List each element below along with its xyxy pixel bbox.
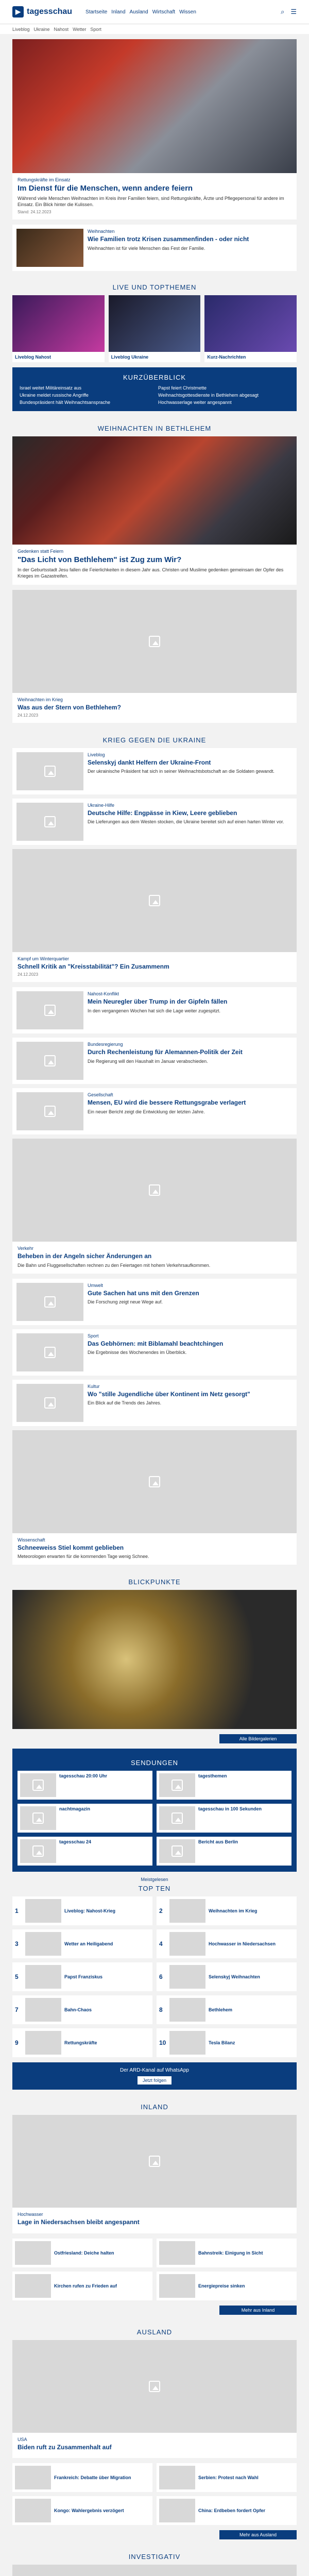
image-placeholder — [16, 229, 83, 267]
bethlehem-teaser[interactable] — [12, 436, 297, 584]
ressort-lead[interactable] — [12, 2115, 297, 2233]
top-item[interactable] — [157, 1962, 297, 1991]
image-placeholder — [25, 1899, 61, 1923]
kicker: Verkehr — [18, 1246, 34, 1251]
image-icon — [32, 1812, 44, 1824]
image-placeholder — [12, 1430, 297, 1533]
image-icon — [32, 1780, 44, 1791]
kicker: Bundesregierung — [88, 1042, 123, 1047]
section-title: TOP TEN — [138, 1885, 171, 1893]
image-icon — [44, 1005, 56, 1016]
headline[interactable]: Biden ruft zu Zusammenhalt auf — [18, 2443, 112, 2451]
ukraine-item[interactable] — [12, 748, 297, 794]
image-placeholder — [25, 1932, 61, 1956]
live-label: Liveblog Ukraine — [111, 354, 149, 360]
rank: 2 — [159, 1907, 163, 1915]
image-placeholder — [12, 590, 297, 693]
headline[interactable]: Beheben in der Angeln sicher Änderungen an — [18, 1252, 152, 1260]
more-inland-button[interactable]: Mehr aus Inland — [219, 2306, 297, 2315]
section-title: LIVE UND TOPTHEMEN — [112, 283, 197, 292]
image-icon — [44, 816, 56, 827]
live-label: Kurz-Nachrichten — [207, 354, 246, 360]
image-placeholder — [159, 2274, 195, 2298]
section-title: KURZÜBERBLICK — [123, 374, 186, 382]
teaser: Der ukrainische Präsident hat sich in seiner Weihnachtsbotschaft an die Soldaten gewandt. — [88, 769, 275, 774]
ressort-item[interactable] — [157, 2463, 297, 2492]
live-image — [12, 295, 105, 352]
blickpunkte-gallery[interactable] — [12, 1590, 297, 1729]
big-item[interactable] — [12, 1139, 297, 1274]
news-item[interactable] — [12, 1329, 297, 1376]
image-placeholder — [16, 1384, 83, 1422]
item-label: Serbien: Protest nach Wahl — [198, 2475, 259, 2481]
teaser: Die Lieferungen aus dem Westen stocken, die Ukraine bereitet sich auf einen harten Winter vor. — [88, 819, 284, 825]
image-placeholder — [20, 1773, 56, 1797]
top-label: Selenskyj Weihnachten — [209, 1974, 260, 1980]
bethlehem-image — [12, 436, 297, 545]
top-ten-list — [12, 1896, 297, 2057]
subnav-item[interactable]: Liveblog — [12, 26, 30, 32]
subnav-item[interactable]: Sport — [90, 26, 101, 32]
live-row — [12, 295, 297, 362]
news-item[interactable] — [12, 1088, 297, 1134]
sendung-item[interactable] — [157, 1837, 291, 1866]
date: 24.12.2023 — [18, 713, 39, 718]
hero-small-teaser[interactable] — [12, 225, 297, 271]
sendung-label: tagesschau in 100 Sekunden — [198, 1806, 262, 1812]
news-item[interactable] — [12, 1380, 297, 1426]
section-title: INLAND — [141, 2103, 168, 2111]
teaser: Ein neuer Bericht zeigt die Entwicklung der letzten Jahre. — [88, 1109, 205, 1114]
item-label: Frankreich: Debatte über Migration — [54, 2475, 131, 2481]
logo[interactable] — [12, 6, 72, 18]
kurz-item[interactable]: Papst feiert Christmette — [158, 385, 207, 391]
top-label: Weihnachten im Krieg — [209, 1908, 258, 1914]
kicker: Kampf um Winterquartier — [18, 956, 70, 961]
image-icon — [149, 895, 160, 906]
image-icon — [171, 1780, 183, 1791]
rank: 7 — [15, 2006, 19, 2014]
image-placeholder — [16, 1283, 83, 1321]
ressort-lead[interactable] — [12, 2340, 297, 2458]
sendung-label: tagesschau 20:00 Uhr — [59, 1773, 108, 1779]
headline[interactable]: Schneeweiss Stiel kommt geblieben — [18, 1544, 124, 1551]
all-galleries-button[interactable]: Alle Bildergalerien — [219, 1734, 297, 1743]
image-placeholder — [169, 1932, 205, 1956]
hero-image — [12, 39, 297, 173]
section-title: BLICKPUNKTE — [128, 1578, 181, 1586]
teaser: Weihnachten ist für viele Menschen das Fest der Familie. — [88, 245, 205, 251]
kicker: Weihnachten im Krieg — [18, 697, 63, 702]
top-kicker: Meistgelesen — [141, 1877, 168, 1883]
sendung-label: nachtmagazin — [59, 1806, 91, 1812]
image-placeholder — [159, 1806, 195, 1830]
live-card[interactable] — [109, 295, 201, 362]
headline[interactable]: Mensen, EU wird die bessere Rettungsgrabe verlagert — [88, 1099, 246, 1107]
section-title: SENDUNGEN — [130, 1759, 179, 1767]
live-label: Liveblog Nahost — [15, 354, 52, 360]
image-icon — [44, 1347, 56, 1358]
image-placeholder — [12, 1139, 297, 1242]
teaser: In den vergangenen Wochen hat sich die Lage weiter zugespitzt. — [88, 1008, 221, 1013]
image-icon — [149, 2381, 160, 2392]
headline[interactable]: Gute Sachen hat uns mit den Grenzen — [88, 1289, 199, 1297]
banner-text: Der ARD-Kanal auf WhatsApp — [120, 2067, 189, 2074]
sendung-item[interactable] — [18, 1771, 152, 1800]
top-item[interactable] — [157, 1896, 297, 1925]
sendung-item[interactable] — [18, 1804, 152, 1833]
top-item[interactable] — [12, 1929, 152, 1958]
headline[interactable]: Wie Familien trotz Krisen zusammenfinden - oder nicht — [88, 235, 249, 243]
top-label: Papst Franziskus — [64, 1974, 103, 1980]
image-placeholder — [169, 1965, 205, 1989]
bethlehem-item[interactable] — [12, 590, 297, 723]
sendung-item[interactable] — [157, 1771, 291, 1800]
image-placeholder — [16, 803, 83, 841]
kurz-item[interactable]: Ukraine meldet russische Angriffe — [20, 393, 89, 398]
image-placeholder — [25, 2031, 61, 2055]
schnell-teaser[interactable] — [12, 849, 297, 982]
hero-date: Stand: 24.12.2023 — [18, 210, 52, 215]
nav-item[interactable]: Wissen — [179, 9, 196, 15]
live-card[interactable] — [12, 295, 105, 362]
hero-teaser-text: Während viele Menschen Weihnachten im Kreis ihrer Familien feiern, sind Rettungskräfte, Ärzte und Pflegepersonal für andere im Einsatz. Ein Blick hinter die Kulissen. — [18, 196, 284, 208]
menu-icon[interactable]: ☰ — [290, 8, 297, 15]
image-placeholder — [16, 991, 83, 1029]
image-placeholder — [15, 2274, 51, 2298]
rank: 8 — [159, 2006, 163, 2014]
top-bar — [0, 0, 309, 24]
ressort-item[interactable] — [157, 2239, 297, 2267]
image-placeholder — [169, 1899, 205, 1923]
kicker: Gesellschaft — [88, 1092, 113, 1098]
item-label: Kongo: Wahlergebnis verzögert — [54, 2508, 124, 2514]
image-placeholder — [169, 2031, 205, 2055]
brand-name: tagesschau — [27, 7, 73, 16]
kurz-item[interactable]: Hochwasserlage weiter angespannt — [158, 400, 232, 405]
teaser: Ein Blick auf die Trends des Jahres. — [88, 1400, 162, 1406]
teaser: Die Regierung will den Haushalt im Januar verabschieden. — [88, 1058, 208, 1064]
teaser: Die Forschung zeigt neue Wege auf. — [88, 1299, 163, 1305]
top-item[interactable] — [12, 1962, 152, 1991]
sendung-label: tagesschau 24 — [59, 1839, 92, 1845]
image-icon — [171, 1812, 183, 1824]
nav-item[interactable]: Startseite — [85, 9, 108, 15]
whatsapp-banner — [12, 2062, 297, 2090]
top-label: Wetter an Heiligabend — [64, 1941, 113, 1947]
image-icon — [149, 2156, 160, 2167]
hero-kicker: Rettungskräfte im Einsatz — [18, 177, 71, 182]
top-label: Rettungskräfte — [64, 2040, 97, 2046]
headline[interactable]: Das Gebhörnen: mit Biblamahl beachtchingen — [88, 1340, 224, 1347]
image-icon — [44, 1106, 56, 1117]
teaser: Die Ergebnisse des Wochenendes im Überblick. — [88, 1350, 187, 1355]
date: 24.12.2023 — [18, 972, 39, 977]
kicker: Hochwasser — [18, 2212, 43, 2217]
image-placeholder — [16, 752, 83, 790]
kicker: USA — [18, 2436, 27, 2442]
main-content — [0, 39, 309, 2576]
logo-icon: ▶ — [12, 6, 24, 18]
item-label: Kirchen rufen zu Frieden auf — [54, 2283, 117, 2289]
headline[interactable]: Schnell Kritik an "Kreisstabilität"? Ein Zusammenm — [18, 962, 169, 970]
kicker: Gedenken statt Feiern — [18, 549, 64, 554]
top-label: Liveblog: Nahost-Krieg — [64, 1908, 116, 1914]
kicker: Weihnachten — [88, 229, 115, 234]
image-placeholder — [25, 1965, 61, 1989]
image-placeholder — [16, 1092, 83, 1130]
sendung-label: Bericht aus Berlin — [198, 1839, 238, 1845]
section-title: INVESTIGATIV — [128, 2553, 181, 2561]
image-placeholder — [12, 849, 297, 952]
image-placeholder — [169, 1998, 205, 2022]
kurz-ueberblick — [12, 367, 297, 411]
image-placeholder — [20, 1806, 56, 1830]
news-item[interactable] — [12, 1038, 297, 1084]
image-placeholder — [15, 2499, 51, 2522]
ressort-item[interactable] — [12, 2272, 152, 2300]
image-placeholder — [159, 2466, 195, 2489]
top-icons — [281, 8, 297, 16]
kicker: Sport — [88, 1333, 99, 1338]
top-item[interactable] — [12, 2028, 152, 2057]
sendung-label: tagesthemen — [198, 1773, 227, 1779]
ressort-item[interactable] — [12, 2463, 152, 2492]
item-label: Bahnstreik: Einigung in Sicht — [198, 2250, 263, 2256]
sub-nav — [0, 24, 309, 34]
ressort-lead[interactable] — [12, 2565, 297, 2576]
kicker: Nahost-Konflikt — [88, 991, 119, 997]
live-card[interactable] — [204, 295, 297, 362]
teaser: Die Bahn und Fluggesellschaften rechnen zu den Feiertagen mit hohem Verkehrsaufkommen. — [18, 1262, 211, 1268]
kurz-item[interactable]: Bundespräsident hält Weihnachtsansprache — [20, 400, 110, 405]
top-item[interactable] — [157, 1929, 297, 1958]
ressort-item[interactable] — [157, 2496, 297, 2525]
image-placeholder — [159, 1773, 195, 1797]
headline[interactable]: Durch Rechenleistung für Alemannen-Politik der Zeit — [88, 1048, 243, 1056]
image-icon — [44, 1055, 56, 1066]
image-icon — [149, 1184, 160, 1196]
kurz-item[interactable]: Israel weitet Militäreinsatz aus — [20, 385, 82, 391]
rank: 6 — [159, 1973, 163, 1981]
top-item[interactable] — [157, 2028, 297, 2057]
image-icon — [44, 1397, 56, 1409]
big-item[interactable] — [12, 1430, 297, 1565]
news-item[interactable] — [12, 1279, 297, 1325]
hero-headline[interactable]: Im Dienst für die Menschen, wenn andere feiern — [18, 184, 193, 193]
nav-item[interactable]: Wirtschaft — [152, 9, 176, 15]
main-nav — [85, 9, 196, 15]
hero-teaser[interactable] — [12, 39, 297, 219]
kicker: Liveblog — [88, 752, 105, 757]
section-title: KRIEG GEGEN DIE UKRAINE — [102, 736, 207, 744]
headline[interactable]: Mein Neuregler über Trump in der Gipfeln fällen — [88, 998, 228, 1006]
kurz-item[interactable]: Weihnachtsgottesdienste in Bethlehem abgesagt — [158, 393, 259, 398]
teaser: In der Geburtsstadt Jesu fallen die Feierlichkeiten in diesem Jahr aus. Christen und Muslime gedenken gemeinsam der Opfer des Krieges im Gazastreifen. — [18, 567, 284, 579]
ressort-item[interactable] — [12, 2496, 152, 2525]
image-icon — [32, 1845, 44, 1857]
image-placeholder — [12, 2115, 297, 2208]
rank: 4 — [159, 1940, 163, 1948]
ressort-item[interactable] — [157, 2272, 297, 2300]
section-title: AUSLAND — [136, 2328, 173, 2336]
subnav-item[interactable]: Nahost — [54, 26, 69, 32]
headline[interactable]: Deutsche Hilfe: Engpässe in Kiew, Leere geblieben — [88, 809, 237, 817]
image-icon — [171, 1845, 183, 1857]
sendung-item[interactable] — [157, 1804, 291, 1833]
top-label: Bahn-Chaos — [64, 2007, 92, 2013]
image-placeholder — [16, 1333, 83, 1371]
image-placeholder — [15, 2466, 51, 2489]
gallery-image — [12, 1590, 297, 1729]
ressort-item[interactable] — [12, 2239, 152, 2267]
headline[interactable]: Was aus der Stern von Bethlehem? — [18, 703, 121, 711]
image-placeholder — [159, 2241, 195, 2265]
top-item[interactable] — [12, 1995, 152, 2024]
image-placeholder — [159, 2499, 195, 2522]
live-image — [204, 295, 297, 352]
rank: 3 — [15, 1940, 19, 1948]
rank: 5 — [15, 1973, 19, 1981]
rank: 9 — [15, 2039, 19, 2047]
top-item[interactable] — [157, 1995, 297, 2024]
nav-item[interactable]: Inland — [111, 9, 126, 15]
item-label: China: Erdbeben fordert Opfer — [198, 2508, 266, 2514]
sendungen-box — [12, 1749, 297, 1872]
search-icon[interactable]: ⌕ — [281, 8, 285, 15]
image-icon — [149, 636, 160, 647]
image-placeholder — [25, 1998, 61, 2022]
more-ausland-button[interactable]: Mehr aus Ausland — [219, 2530, 297, 2539]
image-placeholder — [159, 1839, 195, 1863]
rank: 1 — [15, 1907, 19, 1915]
live-image — [109, 295, 201, 352]
kicker: Wissenschaft — [18, 1537, 45, 1543]
top-label: Hochwasser in Niedersachsen — [209, 1941, 276, 1947]
kicker: Kultur — [88, 1383, 100, 1389]
headline[interactable]: Wo "stille Jugendliche über Kontinent im Netz gesorgt" — [88, 1390, 250, 1398]
kicker: Umwelt — [88, 1282, 104, 1288]
image-icon — [44, 1296, 56, 1308]
top-label: Tesla Bilanz — [209, 2040, 235, 2046]
teaser: Meteorologen erwarten für die kommenden Tage wenig Schnee. — [18, 1554, 149, 1560]
top-item[interactable] — [12, 1896, 152, 1925]
image-placeholder — [12, 2340, 297, 2433]
headline[interactable]: Lage in Niedersachsen bleibt angespannt — [18, 2218, 140, 2226]
news-item[interactable] — [12, 987, 297, 1033]
kicker: Ukraine-Hilfe — [88, 802, 115, 808]
sendung-item[interactable] — [18, 1837, 152, 1866]
headline[interactable]: "Das Licht von Bethlehem" ist Zug zum Wir? — [18, 555, 182, 565]
image-placeholder — [20, 1839, 56, 1863]
image-placeholder — [16, 1042, 83, 1080]
rank: 10 — [159, 2039, 166, 2047]
item-label: Ostfriesland: Deiche halten — [54, 2250, 114, 2256]
subnav-item[interactable]: Ukraine — [33, 26, 50, 32]
top-label: Bethlehem — [209, 2007, 233, 2013]
headline[interactable]: Selenskyj dankt Helfern der Ukraine-Front — [88, 758, 211, 766]
image-icon — [44, 766, 56, 777]
section-title: WEIHNACHTEN IN BETHLEHEM — [97, 425, 212, 433]
image-icon — [149, 1476, 160, 1487]
ukraine-item[interactable] — [12, 799, 297, 845]
nav-item[interactable]: Ausland — [129, 9, 148, 15]
follow-button[interactable]: Jetzt folgen — [138, 2076, 171, 2084]
subnav-item[interactable]: Wetter — [73, 26, 87, 32]
image-placeholder — [12, 2565, 297, 2576]
item-label: Energiepreise sinken — [198, 2283, 245, 2289]
image-placeholder — [15, 2241, 51, 2265]
